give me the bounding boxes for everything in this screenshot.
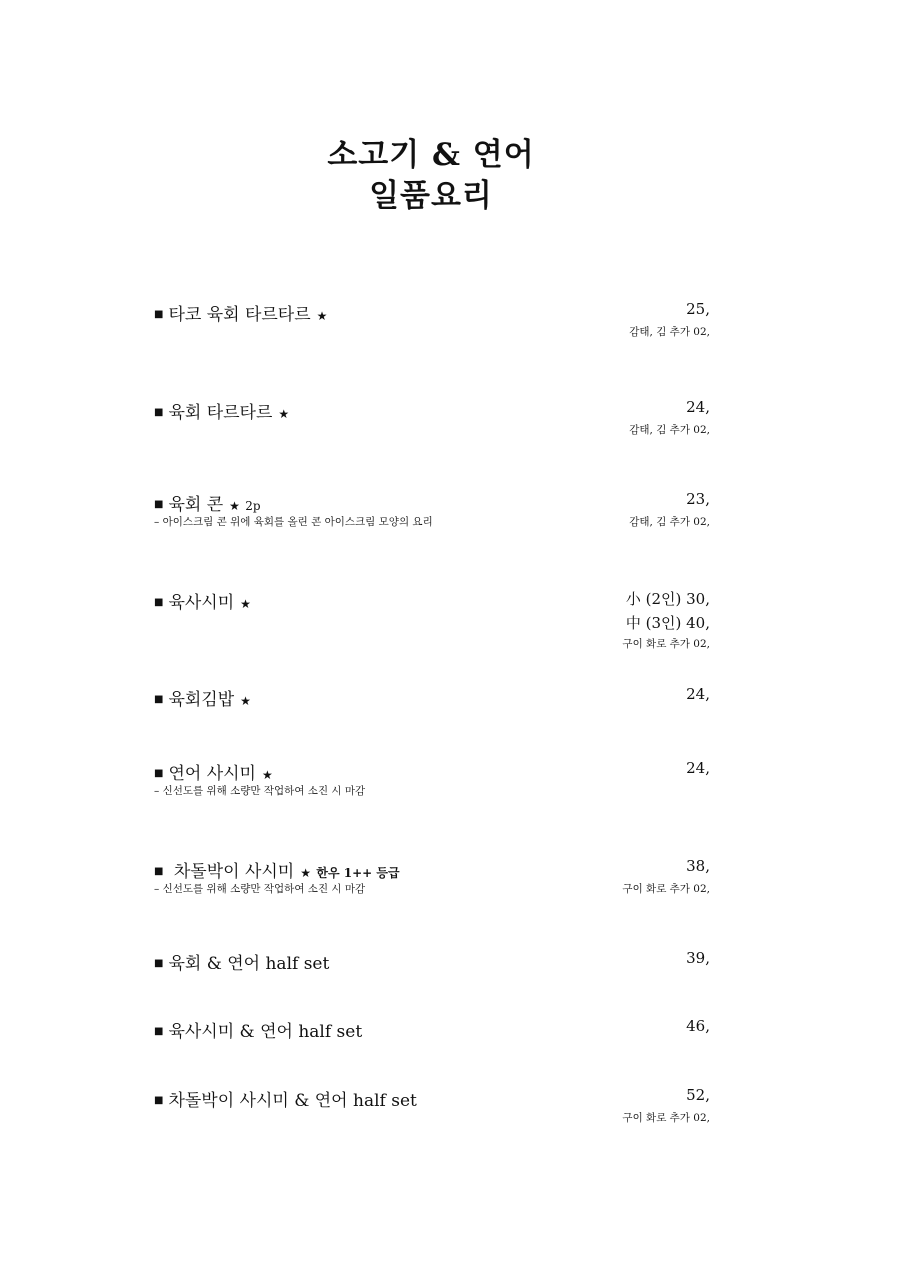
menu-item-name: ■ 육사시미 ★ xyxy=(154,593,251,613)
menu-item-price: 25, xyxy=(686,300,710,318)
menu-item-addon: 감태, 김 추가 02, xyxy=(629,326,710,338)
menu-item-name: ■ 연어 사시미 ★ xyxy=(154,764,273,784)
menu-item xyxy=(154,1017,710,1047)
bullet-icon: ■ xyxy=(154,866,164,877)
menu-item-price: 24, xyxy=(686,685,710,703)
menu-item xyxy=(154,398,710,468)
bullet-icon: ■ xyxy=(154,597,164,608)
menu-item-price: 23, xyxy=(686,490,710,508)
star-icon: ★ xyxy=(240,694,251,708)
menu-item-price: 24, xyxy=(686,759,710,777)
menu-item-description: – 신선도를 위해 소량만 작업하여 소진 시 마감 xyxy=(154,883,366,895)
bullet-icon: ■ xyxy=(154,768,164,779)
menu-item-price-small: 小 (2인) 30, xyxy=(625,590,710,608)
menu-item-name: ■ 육사시미 & 연어 half set xyxy=(154,1022,363,1042)
page-title: 소고기 & 연어 xyxy=(327,137,535,173)
menu-item-price: 46, xyxy=(686,1017,710,1035)
menu-item-name: ■ 육회김밥 ★ xyxy=(154,690,251,710)
menu-item-name: ■ 육회 & 연어 half set xyxy=(154,954,330,974)
menu-item-addon: 구이 화로 추가 02, xyxy=(622,883,710,895)
star-icon: ★ xyxy=(229,499,240,513)
bullet-icon: ■ xyxy=(154,407,164,418)
star-icon: ★ xyxy=(240,597,251,611)
menu-item-name: ■ 차돌박이 사시미 ★ 한우 1++ 등급 xyxy=(154,862,400,882)
star-icon: ★ xyxy=(278,407,290,421)
bullet-icon: ■ xyxy=(154,499,164,510)
menu-item-name: ■ 육회 콘 ★ 2p xyxy=(154,495,261,515)
page-subtitle: 일품요리 xyxy=(369,178,493,214)
menu-item xyxy=(154,1086,710,1156)
menu-item xyxy=(154,685,710,715)
portion-label: 2p xyxy=(245,499,261,513)
menu-item xyxy=(154,588,710,668)
grade-badge: 한우 1++ 등급 xyxy=(316,866,400,880)
menu-item-name: ■ 타코 육회 타르타르 ★ xyxy=(154,305,328,325)
menu-item-price: 39, xyxy=(686,949,710,967)
menu-item xyxy=(154,490,710,560)
menu-item-price: 38, xyxy=(686,857,710,875)
menu-item-name: ■ 차돌박이 사시미 & 연어 half set xyxy=(154,1091,417,1111)
menu-item xyxy=(154,759,710,829)
menu-item-price: 52, xyxy=(686,1086,710,1104)
bullet-icon: ■ xyxy=(154,1095,164,1106)
menu-item-addon: 감태, 김 추가 02, xyxy=(629,424,710,436)
menu-item-name: ■ 육회 타르타르 ★ xyxy=(154,403,290,423)
bullet-icon: ■ xyxy=(154,1026,164,1037)
menu-item-description: – 아이스크림 콘 위에 육회를 올린 콘 아이스크림 모양의 요리 xyxy=(154,516,433,528)
star-icon: ★ xyxy=(316,309,328,323)
menu-item xyxy=(154,949,710,979)
menu-item-price-medium: 中 (3인) 40, xyxy=(625,614,710,632)
menu-item-addon: 감태, 김 추가 02, xyxy=(629,516,710,528)
menu-item xyxy=(154,300,710,370)
bullet-icon: ■ xyxy=(154,309,164,320)
star-icon: ★ xyxy=(261,768,273,782)
bullet-icon: ■ xyxy=(154,958,164,969)
menu-item-price: 24, xyxy=(686,398,710,416)
bullet-icon: ■ xyxy=(154,694,164,705)
menu-item-addon: 구이 화로 추가 02, xyxy=(622,638,710,650)
menu-item-description: – 신선도를 위해 소량만 작업하여 소진 시 마감 xyxy=(154,785,366,797)
star-icon: ★ xyxy=(300,866,311,880)
menu-item xyxy=(154,857,710,927)
menu-item-addon: 구이 화로 추가 02, xyxy=(622,1112,710,1124)
